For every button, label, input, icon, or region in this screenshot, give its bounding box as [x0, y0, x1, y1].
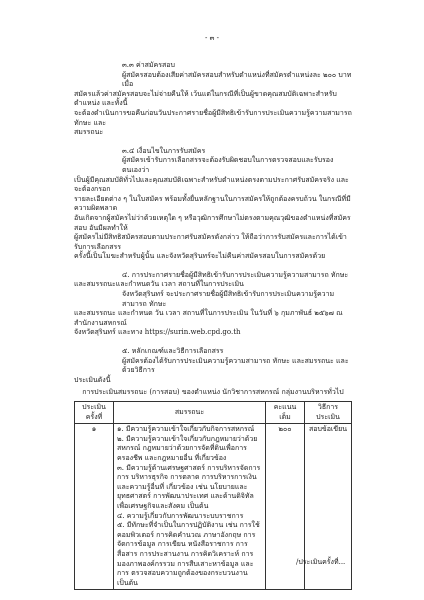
section-4-line: จังหวัดสุรินทร์ จะประกาศรายชื่อผู้มีสิทธิเข้ารับการประเมินความรู้ความสามารถ ทักษะ [122, 290, 335, 308]
cell-round: ๑ [75, 424, 114, 590]
section-3-3-line: ผู้สมัครสอบต้องเสียค่าสมัครสอบสำหรับตำแหน่งที่สมัครตำแหน่งละ ๒๐๐ บาท เมื่อ [122, 70, 352, 89]
section-4-heading: ๔. การประกาศรายชื่อผู้มีสิทธิเข้ารับการประเมินความรู้ความสามารถ ทักษะ [122, 270, 349, 279]
table-caption: การประเมินสมรรถนะ (การสอบ) ของตำแหน่ง นักวิชาการสหกรณ์ กลุ่มงานบริหารทั่วไป [82, 388, 344, 397]
competency-item: ๑. มีความรู้ความเข้าใจเกี่ยวกับกิจการสหกรณ์ [117, 425, 255, 434]
section-3-4-line: รายละเอียดต่าง ๆ ในใบสมัคร พร้อมทั้งยื่นหลักฐานในการสมัครให้ถูกต้องครบถ้วน ในกรณีที่มีความผิดพลาด [74, 194, 351, 213]
section-5-line: ประเมินดังนี้ [74, 375, 111, 384]
section-3-4-line: ผู้สมัครเข้ารับการเลือกสรรจะต้องรับผิดชอบในการตรวจสอบและรับรองตนเองว่า [122, 156, 334, 174]
cell-score: ๒๐๐ [266, 424, 305, 590]
section-3-3-line: สมรรถนะ [74, 128, 104, 137]
section-3-4-line: ผู้สมัครไม่มีสิทธิสมัครสอบตามประกาศรับสมัครดังกล่าว ให้ถือว่าการรับสมัครและการได้เข้ารับการเลือกสรร [74, 233, 347, 251]
section-3-3-heading: ๓.๓ ค่าสมัครสอบ [122, 61, 175, 69]
continuation-note: /ประเมินครั้งที่... [296, 558, 346, 566]
cell-method: สอบข้อเขียน [305, 424, 352, 590]
section-3-4-line: อันเกิดจากผู้สมัครไม่ว่าด้วยเหตุใด ๆ หรือวุฒิการศึกษาไม่ตรงตามคุณวุฒิของตำแหน่งที่สมัครสอบ อันมีผลทำให้ [74, 213, 351, 232]
page-number: - ๓ - [205, 34, 219, 42]
competency-item: ๕. มีทักษะที่จำเป็นในการปฏิบัติงาน เช่น การใช้คอมพิวเตอร์ การคิดคำนวณ ภาษาอังกฤษ การจัดการข้อมูล การเขียน หนังสือราชการ การสื่อสาร การประสานงาน การคิดวิเคราะห์ การมองภาพองค์กรรวม การสืบเสาะหาข้อมูล และการ ตรวจสอบความถูกต้องของกระบวนงาน เป็นต้น [117, 521, 260, 587]
header-score: คะแนน เต็ม [266, 402, 305, 424]
table-header-row [75, 402, 352, 424]
section-3-4-line: ครั้งนี้เป็นโมฆะสำหรับผู้นั้น และจังหวัดสุรินทร์จะไม่คืนค่าสมัครสอบในการสมัครด้วย [74, 252, 326, 261]
cell-subject [114, 424, 266, 590]
section-4-line: จังหวัดสุรินทร์ และทาง https://surin.web.cpd.go.th [74, 328, 241, 337]
section-4-line: และสมรรถนะ และกำหนด วัน เวลา สถานที่ในการประเมิน ในวันที่ ๖ กุมภาพันธ์ ๒๕๖๗ ณ สำนักงานสหกรณ์ [74, 309, 343, 327]
section-3-3-line: จะต้องดำเนินการขอคืนก่อนวันประกาศรายชื่อผู้มีสิทธิเข้ารับการประเมินความรู้ความสามารถ ทักษะ และ [74, 108, 352, 127]
section-4-heading-cont: และสมรรถนะและกำหนดวัน เวลา สถานที่ในการประเมิน [74, 280, 244, 289]
section-3-3-line: สมัครแล้วค่าสมัครสอบจะไม่จ่ายคืนให้ เว้นแต่ในกรณีที่เป็นผู้ขาดคุณสมบัติเฉพาะสำหรับตำแหน่ง และทั้งนี้ [74, 89, 337, 108]
section-5-line: ผู้สมัครต้องได้รับการประเมินความรู้ความสามารถ ทักษะ และสมรรถนะ และด้วยวิธีการ [122, 356, 349, 375]
section-3-4-line: เป็นผู้มีคุณสมบัติทั่วไปและคุณสมบัติเฉพาะสำหรับตำแหน่งตรงตามประกาศรับสมัครจริง และจะต้องกรอก [74, 175, 349, 194]
header-round: ประเมิน ครั้งที่ [75, 402, 114, 424]
section-5-heading: ๕. หลักเกณฑ์และวิธีการเลือกสรร [122, 347, 224, 356]
header-subject: สมรรถนะ [114, 402, 266, 424]
competency-item: ๒. มีความรู้ความเข้าใจเกี่ยวกับกฎหมายว่าด้วยสหกรณ์ กฎหมายว่าด้วยการจัดที่ดินเพื่อการครองชีพ และกฎหมายอื่น ที่เกี่ยวข้อง [117, 434, 258, 462]
section-3-4-heading: ๓.๔ เงื่อนไขในการรับสมัคร [122, 146, 206, 155]
header-method: วิธีการ ประเมิน [305, 402, 352, 424]
competency-item: ๓. มีความรู้ด้านเศรษฐศาสตร์ การบริหารจัดการ การ บริหารธุรกิจ การตลาด การบริหารการเงิน และความรู้อื่นที่ เกี่ยวข้อง เช่น นโยบายและยุทธศาสตร์ การพัฒนาประเทศ และด้านดิจิทัลเพื่อเศรษฐกิจและสังคม เป็นต้น [117, 463, 261, 510]
competency-item: ๔. ความรู้เกี่ยวกับการพัฒนาระบบราชการ [117, 511, 244, 520]
document-body [74, 58, 352, 590]
